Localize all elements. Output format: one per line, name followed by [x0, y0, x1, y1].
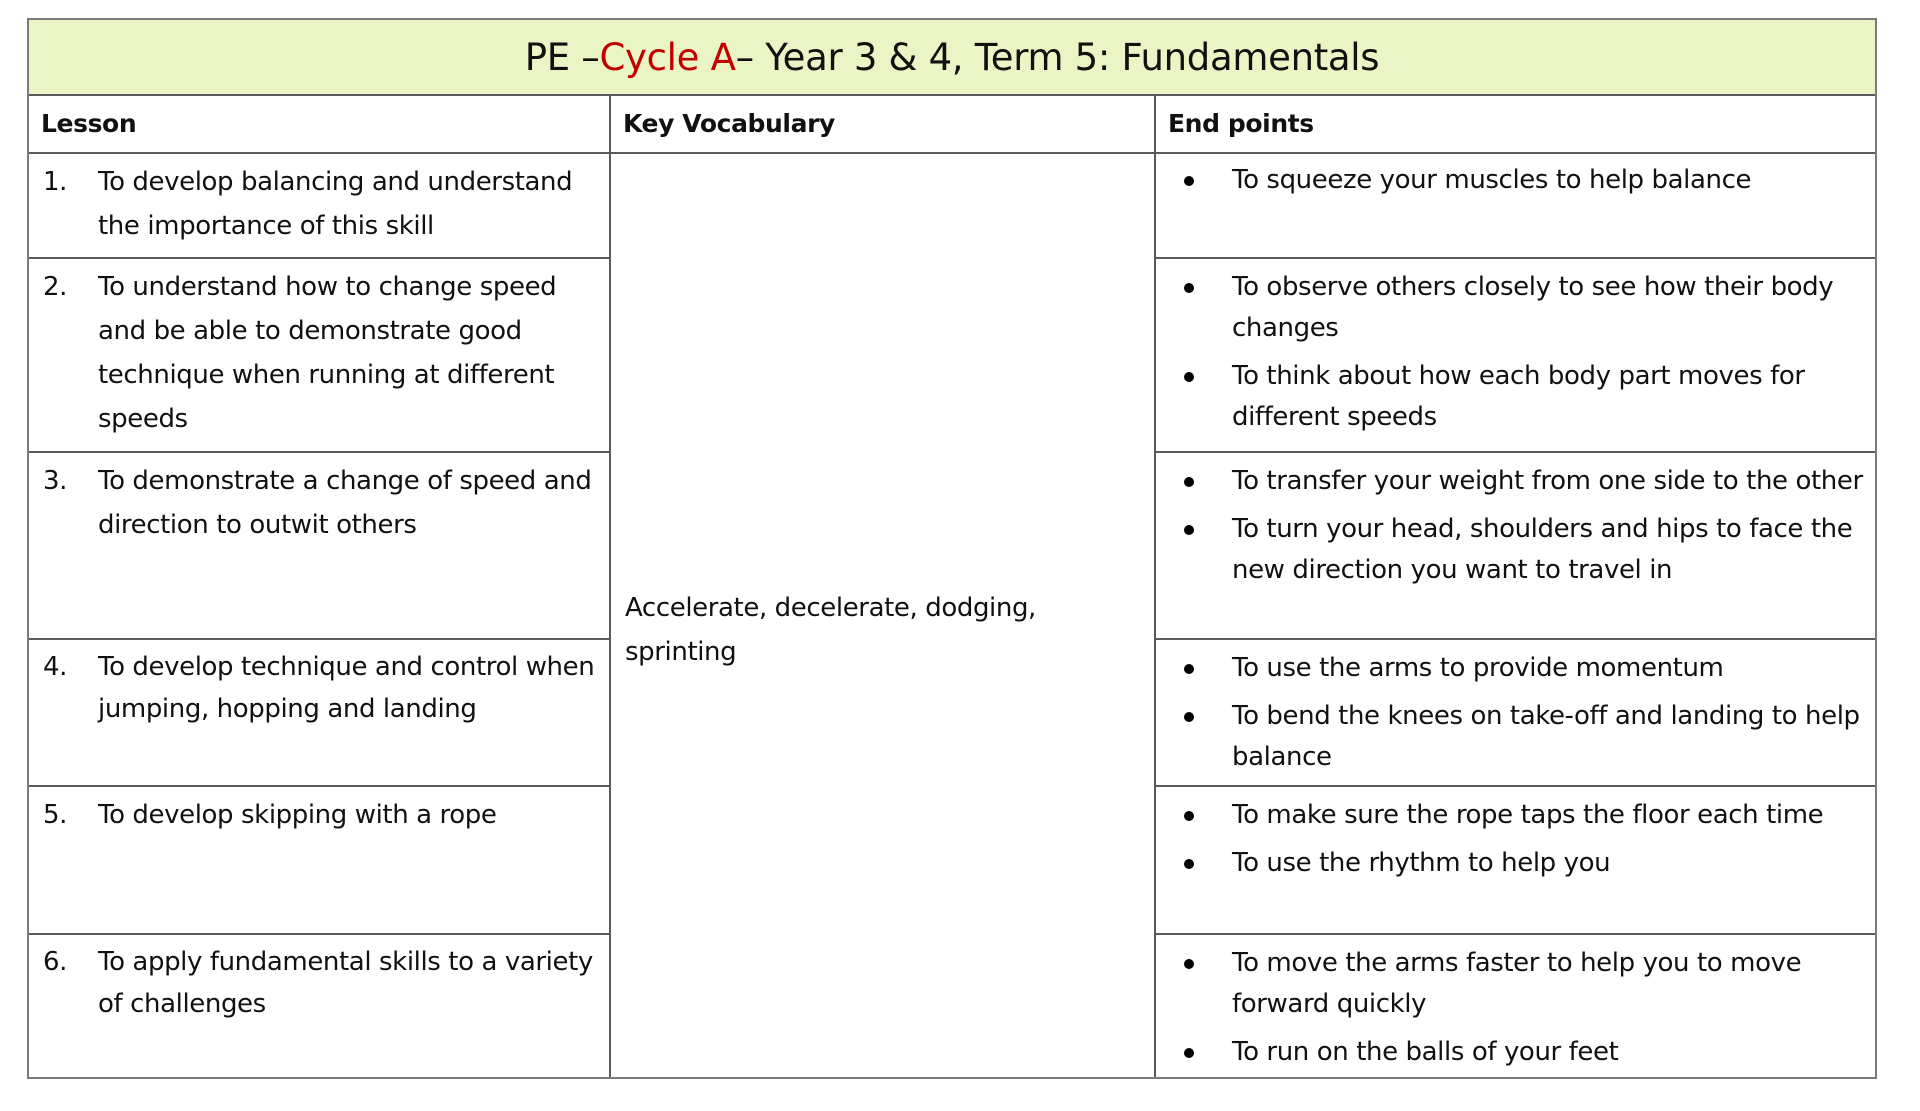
- header-end-points: End points: [1168, 109, 1314, 138]
- end-point-item: To think about how each body part moves for different speeds: [1156, 356, 1875, 438]
- divider: [1154, 451, 1875, 453]
- lesson-objective: To demonstrate a change of speed and direction to outwit others: [98, 466, 592, 540]
- end-point-item: To bend the knees on take-off and landing to help balance: [1156, 696, 1875, 778]
- divider: [1154, 933, 1875, 935]
- divider: [1154, 785, 1875, 787]
- divider: [29, 257, 610, 259]
- key-vocabulary-text: Accelerate, decelerate, dodging, sprinting: [625, 593, 1036, 667]
- end-point-item: To observe others closely to see how their body changes: [1156, 267, 1875, 349]
- divider: [609, 94, 611, 1077]
- bullet-icon: [1184, 712, 1194, 722]
- lesson-objective: To develop technique and control when jumping, hopping and landing: [98, 652, 595, 724]
- end-point-item: To move the arms faster to help you to move forward quickly: [1156, 943, 1875, 1025]
- title-suffix: – Year 3 & 4, Term 5: Fundamentals: [735, 35, 1380, 79]
- lesson-number: 6.: [43, 947, 68, 977]
- end-points-cell: [1156, 648, 1875, 785]
- bullet-icon: [1184, 811, 1194, 821]
- end-points-cell: [1156, 461, 1875, 598]
- divider: [29, 152, 1875, 154]
- title-cycle: Cycle A: [599, 35, 736, 79]
- bullet-icon: [1184, 176, 1194, 186]
- lesson-row: [29, 160, 609, 257]
- bullet-icon: [1184, 525, 1194, 535]
- bullet-icon: [1184, 664, 1194, 674]
- end-point-item: To turn your head, shoulders and hips to face the new direction you want to travel in: [1156, 509, 1875, 591]
- end-point-item: To make sure the rope taps the floor each time: [1156, 795, 1875, 836]
- divider: [29, 933, 610, 935]
- bullet-icon: [1184, 959, 1194, 969]
- end-points-cell: [1156, 267, 1875, 445]
- divider: [29, 785, 610, 787]
- lesson-number: 5.: [43, 800, 68, 830]
- divider: [1154, 638, 1875, 640]
- lesson-objective: To apply fundamental skills to a variety of challenges: [98, 947, 593, 1019]
- bullet-icon: [1184, 1048, 1194, 1058]
- end-points-cell: [1156, 795, 1875, 891]
- divider: [29, 638, 610, 640]
- bullet-icon: [1184, 283, 1194, 293]
- lesson-number: 1.: [43, 167, 68, 197]
- divider: [1154, 257, 1875, 259]
- lesson-objective: To develop skipping with a rope: [98, 800, 497, 830]
- header-lesson: Lesson: [41, 109, 137, 138]
- end-point-item: To squeeze your muscles to help balance: [1156, 160, 1875, 201]
- lesson-objective: To understand how to change speed and be able to demonstrate good technique when running at different speeds: [98, 272, 557, 434]
- curriculum-table: [27, 18, 1877, 1079]
- bullet-icon: [1184, 477, 1194, 487]
- lesson-number: 4.: [43, 652, 68, 682]
- document-title: [29, 20, 1875, 96]
- end-point-item: To use the arms to provide momentum: [1156, 648, 1875, 689]
- lesson-number: 3.: [43, 466, 68, 496]
- lesson-objective: To develop balancing and understand the importance of this skill: [98, 167, 573, 241]
- lesson-number: 2.: [43, 272, 68, 302]
- end-points-cell: [1156, 160, 1875, 208]
- header-key-vocabulary: Key Vocabulary: [623, 109, 835, 138]
- bullet-icon: [1184, 859, 1194, 869]
- end-point-item: To run on the balls of your feet: [1156, 1032, 1875, 1073]
- divider: [29, 451, 610, 453]
- end-points-cell: [1156, 943, 1875, 1080]
- bullet-icon: [1184, 372, 1194, 382]
- end-point-item: To use the rhythm to help you: [1156, 843, 1875, 884]
- end-point-item: To transfer your weight from one side to the other: [1156, 461, 1875, 502]
- title-prefix: PE –: [524, 35, 600, 79]
